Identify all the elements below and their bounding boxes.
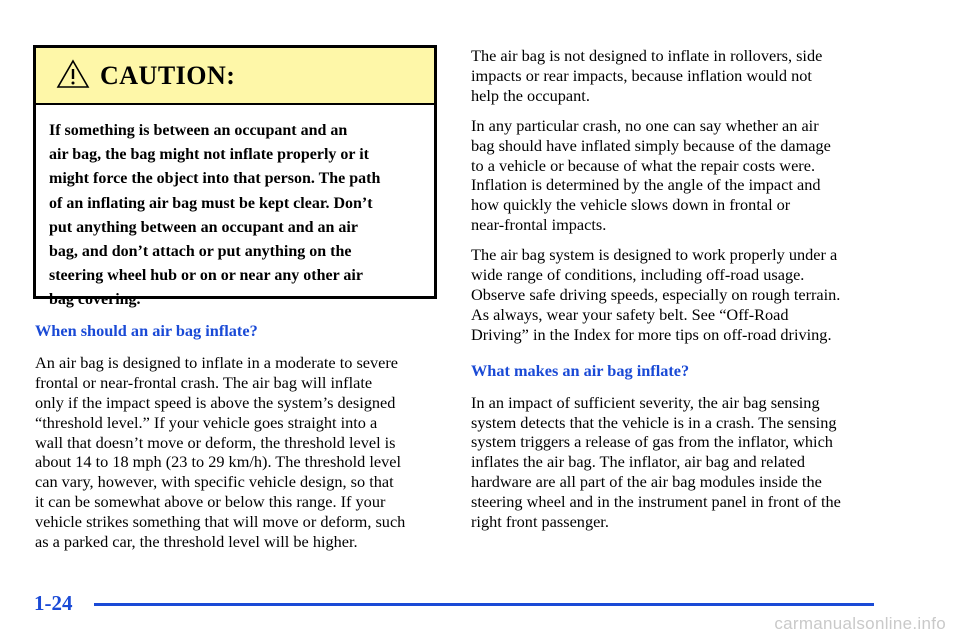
text-line: near-frontal impacts.	[471, 215, 607, 235]
caution-title: CAUTION:	[100, 60, 236, 90]
text-line: only if the impact speed is above the system’s designed	[35, 392, 396, 412]
text-line: right front passenger.	[471, 512, 609, 532]
caution-line: bag, and don’t attach or put anything on the	[49, 243, 352, 261]
paragraph	[35, 353, 445, 552]
text-line: An air bag is designed to inflate in a moderate to severe	[35, 352, 399, 372]
footer-divider	[94, 603, 874, 606]
left-column	[35, 321, 445, 562]
text-line: inflates the air bag. The inflator, air bag and related	[471, 452, 806, 472]
text-line: “threshold level.” If your vehicle goes straight into a	[35, 412, 378, 432]
text-line: wide range of conditions, including off-road usage.	[471, 265, 805, 285]
paragraph	[471, 46, 881, 106]
paragraph	[471, 245, 881, 345]
caution-line: might force the object into that person. The path	[49, 170, 381, 188]
caution-line: bag covering.	[49, 291, 141, 309]
text-line: frontal or near-frontal crash. The air bag will inflate	[35, 372, 373, 392]
text-line: help the occupant.	[471, 85, 590, 105]
text-line: Observe safe driving speeds, especially on rough terrain.	[471, 284, 841, 304]
paragraph	[471, 393, 881, 532]
watermark: carmanualsonline.info	[774, 614, 946, 633]
text-line: Inflation is determined by the angle of the impact and	[471, 175, 821, 195]
text-line: as a parked car, the threshold level will be higher.	[35, 532, 358, 552]
text-line: hardware are all part of the air bag modules inside the	[471, 472, 822, 492]
text-line: The air bag is not designed to inflate in rollovers, side	[471, 46, 823, 65]
text-line: In any particular crash, no one can say whether an air	[471, 115, 819, 135]
text-line: system detects that the vehicle is in a crash. The sensing	[471, 412, 837, 432]
text-line: steering wheel and in the instrument panel in front of the	[471, 492, 841, 512]
text-line: can vary, however, with specific vehicle design, so that	[35, 472, 394, 492]
text-line: system triggers a release of gas from the inflator, which	[471, 432, 833, 452]
caution-line: air bag, the bag might not inflate properly or it	[49, 146, 369, 164]
text-line: to a vehicle or because of what the repair costs were.	[471, 155, 816, 175]
section-heading-what-makes-inflate: What makes an air bag inflate?	[471, 360, 690, 380]
text-line: The air bag system is designed to work properly under a	[471, 245, 838, 265]
right-column	[471, 46, 881, 542]
page-number: 1-24	[34, 591, 73, 615]
section-heading-when-inflate: When should an air bag inflate?	[35, 321, 258, 340]
text-line: As always, wear your safety belt. See “Off-Road	[471, 304, 789, 324]
text-line: impacts or rear impacts, because inflation would not	[471, 65, 812, 85]
caution-header	[36, 48, 434, 105]
warning-triangle-icon	[56, 59, 90, 89]
caution-line: steering wheel hub or on or near any other air	[49, 267, 363, 285]
caution-line: put anything between an occupant and an air	[49, 218, 358, 236]
text-line: vehicle strikes something that will move or deform, such	[35, 512, 406, 532]
caution-box	[33, 45, 437, 309]
text-line: In an impact of sufficient severity, the air bag sensing	[471, 392, 820, 412]
text-line: Driving” in the Index for more tips on off-road driving.	[471, 324, 832, 344]
caution-line: If something is between an occupant and an	[49, 122, 348, 139]
caution-text	[36, 105, 434, 313]
caution-line: of an inflating air bag must be kept clear. Don’t	[49, 194, 373, 212]
paragraph	[471, 116, 881, 235]
text-line: bag should have inflated simply because of the damage	[471, 135, 831, 155]
text-line: about 14 to 18 mph (23 to 29 km/h). The threshold level	[35, 452, 401, 472]
text-line: wall that doesn’t move or deform, the threshold level is	[35, 432, 396, 452]
text-line: it can be somewhat above or below this range. If your	[35, 492, 386, 512]
text-line: how quickly the vehicle slows down in frontal or	[471, 195, 791, 215]
